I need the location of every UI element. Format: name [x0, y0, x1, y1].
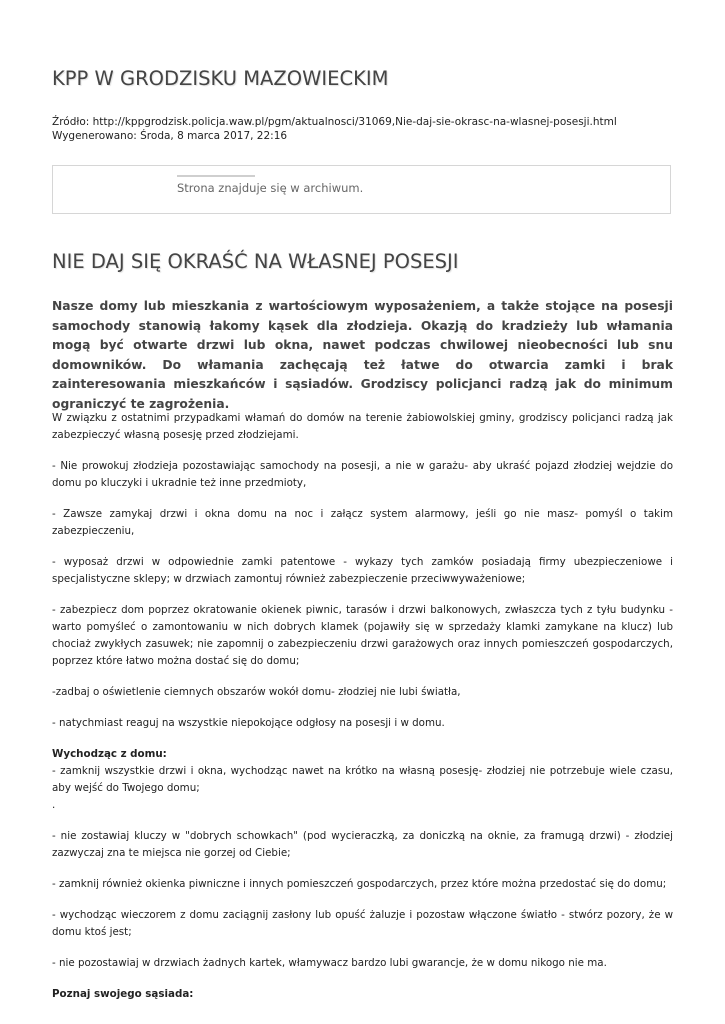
list-item: .: [52, 799, 56, 811]
archive-divider: [177, 175, 255, 177]
article-body: [52, 410, 673, 1003]
archive-notice-box: [52, 165, 671, 214]
paragraph: - Nie prowokuj złodzieja pozostawiając samochody na posesji, a nie w garażu- aby ukraść pojazd złodziej wejdzie do domu po kluczyki i ukradnie też inne przedmioty,: [52, 460, 673, 489]
generated-date: Wygenerowano: Środa, 8 marca 2017, 22:16: [52, 130, 288, 142]
site-title: KPP W GRODZISKU MAZOWIECKIM: [52, 67, 389, 90]
paragraph: - natychmiast reaguj na wszystkie niepokojące odgłosy na posesji i w domu.: [52, 717, 445, 729]
archive-notice: Strona znajduje się w archiwum.: [177, 181, 364, 195]
paragraph: W związku z ostatnimi przypadkami włamań do domów na terenie żabiowolskiej gminy, grodziscy policjanci radzą jak zabezpieczyć własną posesję przed złodziejami.: [52, 412, 673, 441]
paragraph: - wyposaż drzwi w odpowiednie zamki patentowe - wykazy tych zamków posiadają firmy ubezpieczeniowe i specjalistyczne sklepy; w drzwiach zamontuj również zabezpieczenie przeciwwyważeniowe;: [52, 556, 673, 585]
neighbour-heading: Poznaj swojego sąsiada:: [52, 988, 194, 1000]
article-lead: Nasze domy lub mieszkania z wartościowym wyposażeniem, a także stojące na posesji samochody stanowią łakomy kąsek dla złodzieja. Okazją do kradzieży lub włamania mogą być otwarte drzwi lub okna, nawet podczas chwilowej nieobecności lub snu domowników. Do włamania zachęcają też łatwe do otwarcia zamki i brak zainteresowania mieszkańców i sąsiadów. Grodziscy policjanci radzą jak do minimum ograniczyć te zagrożenia.: [52, 299, 673, 411]
list-item: - wychodząc wieczorem z domu zaciągnij zasłony lub opuść żaluzje i pozostaw włączone światło - stwórz pozory, że w domu ktoś jest;: [52, 909, 673, 938]
list-item: - zamknij również okienka piwniczne i innych pomieszczeń gospodarczych, przez które można przedostać się do domu;: [52, 878, 667, 890]
article-title: NIE DAJ SIĘ OKRAŚĆ NA WŁASNEJ POSESJI: [52, 250, 459, 273]
list-item: - nie pozostawiaj w drzwiach żadnych kartek, włamywacz bardzo lubi gwarancje, że w domu nikogo nie ma.: [52, 957, 607, 969]
paragraph: - zabezpiecz dom poprzez okratowanie okienek piwnic, tarasów i drzwi balkonowych, zwłaszcza tych z tyłu budynku - warto pomyśleć o zamontowaniu w nich dobrych klamek (pojawiły się w sprzedaży klamki zamykane na klucz) lub chociaż zwykłych zasuwek; nie zapomnij o zabezpieczeniu drzwi garażowych oraz innych pomieszczeń gospodarczych, poprzez które łatwo można dostać się do domu;: [52, 604, 673, 667]
paragraph: -zadbaj o oświetlenie ciemnych obszarów wokół domu- złodziej nie lubi światła,: [52, 686, 461, 698]
paragraph: - Zawsze zamykaj drzwi i okna domu na noc i załącz system alarmowy, jeśli go nie masz- pomyśl o takim zabezpieczeniu,: [52, 508, 673, 537]
list-item: - zamknij wszystkie drzwi i okna, wychodząc nawet na krótko na własną posesję- złodziej nie potrzebuje wiele czasu, aby wejść do Twojego domu;: [52, 765, 673, 794]
leaving-heading: Wychodząc z domu:: [52, 748, 167, 760]
source-url: Źródło: http://kppgrodzisk.policja.waw.pl/pgm/aktualnosci/31069,Nie-daj-sie-okrasc-na-wlasnej-posesji.html: [52, 116, 617, 128]
document-meta: [52, 115, 617, 143]
list-item: - nie zostawiaj kluczy w "dobrych schowkach" (pod wycieraczką, za doniczką na oknie, za framugą drzwi) - złodziej zazwyczaj zna te miejsca nie gorzej od Ciebie;: [52, 830, 673, 859]
